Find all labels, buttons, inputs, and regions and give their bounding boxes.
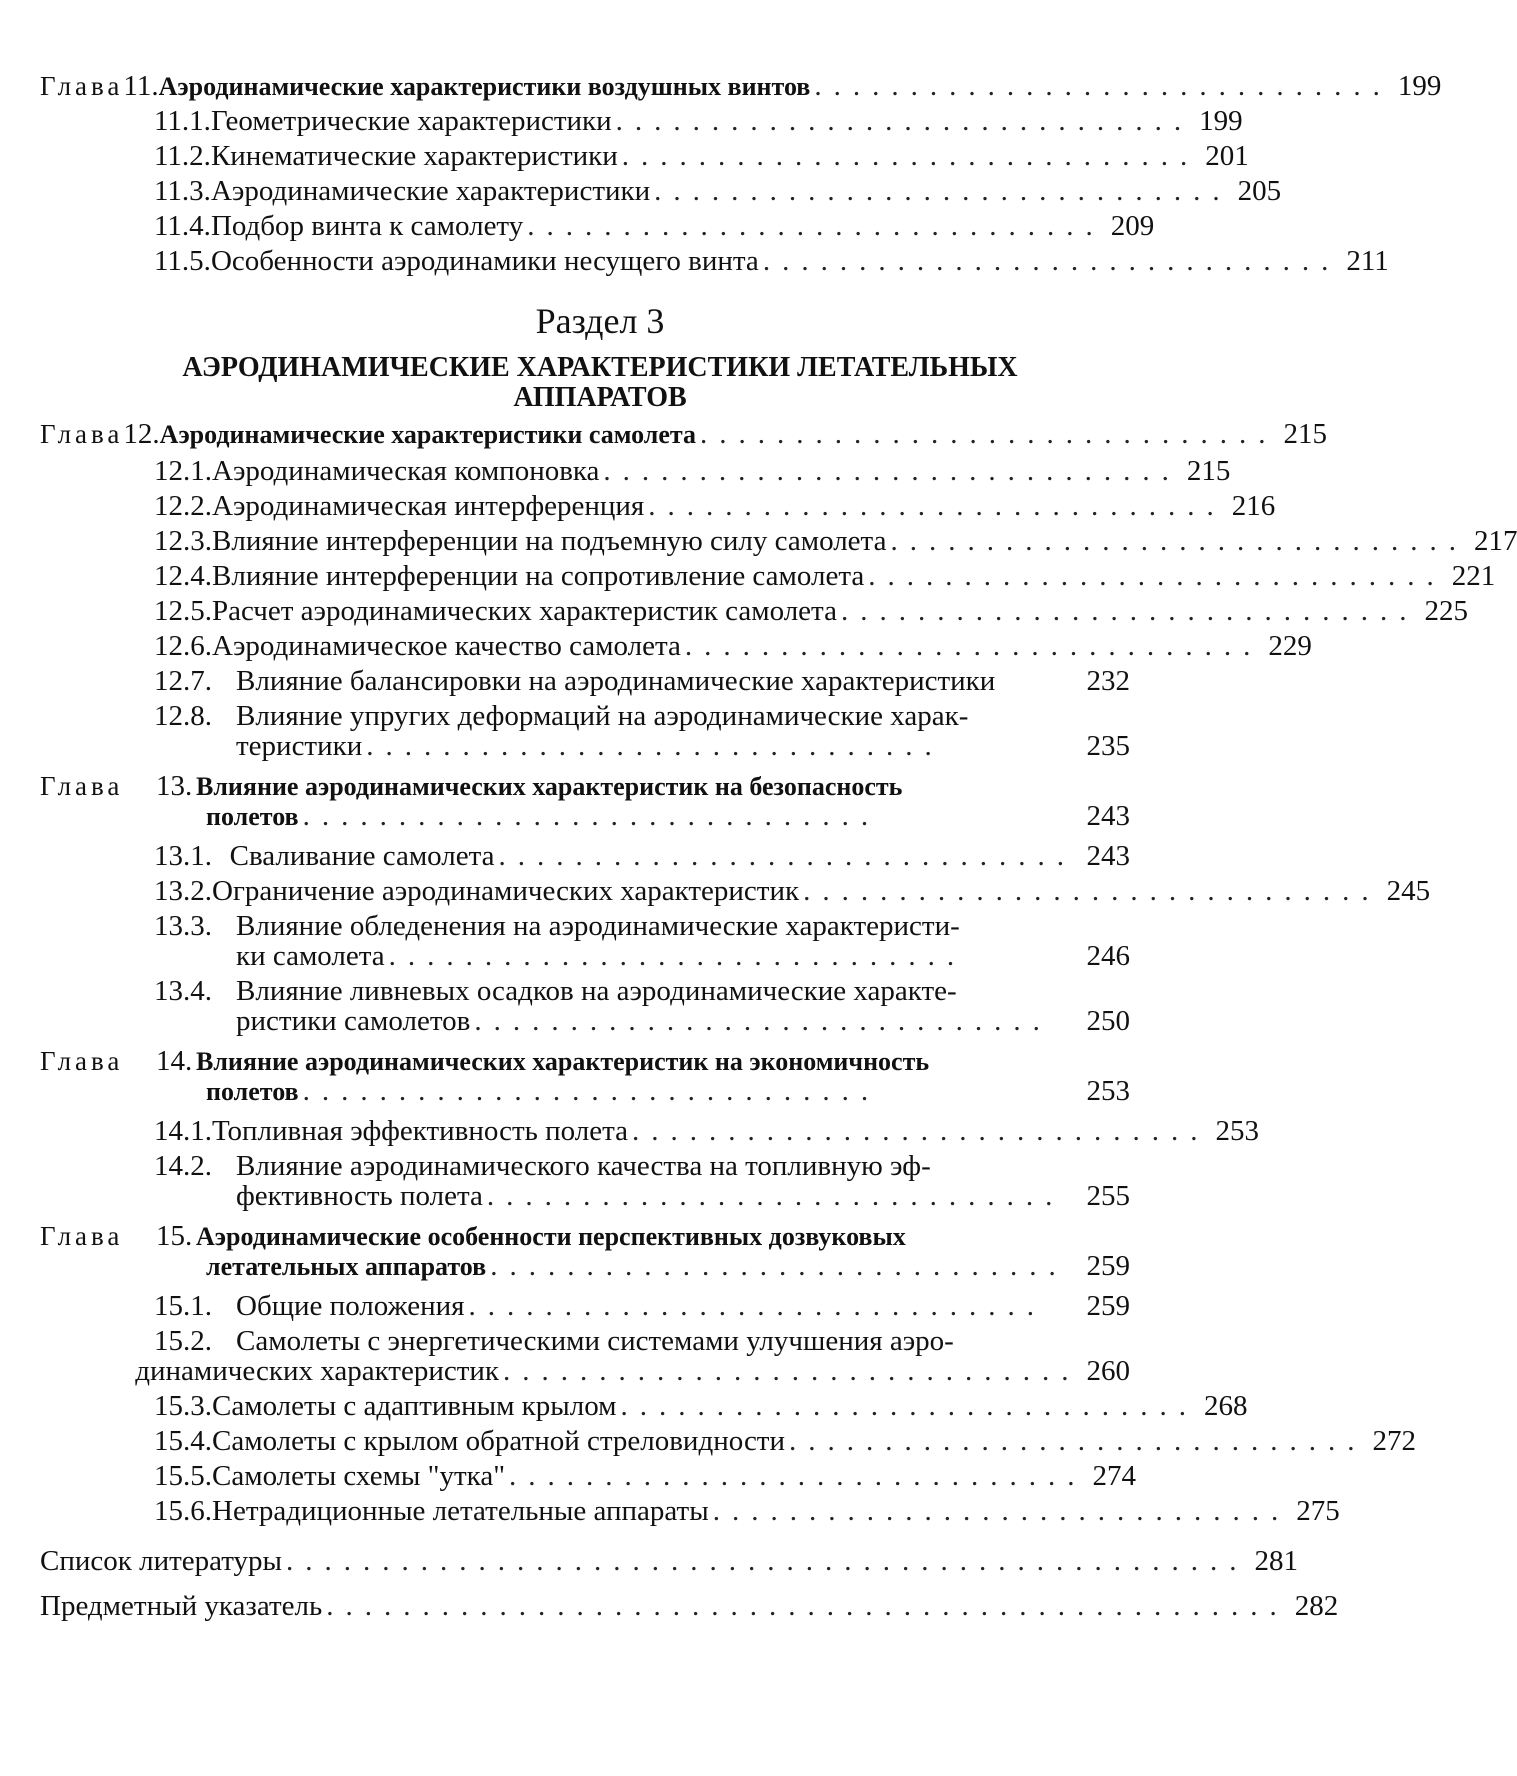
section-12-1-entry[interactable]	[40, 455, 1231, 488]
dot-leader: ..............................	[388, 940, 967, 972]
section-14-2-line-1[interactable]	[154, 1150, 931, 1183]
page-number: 243	[1086, 840, 1130, 872]
section-15-1-entry[interactable]	[40, 1290, 1130, 1323]
chapter-title: Аэродинамические характеристики самолета	[159, 420, 696, 449]
section-number: 12.2.	[154, 490, 212, 522]
dot-leader: ..............................	[498, 840, 1077, 872]
section-title: Аэродинамическая компоновка	[212, 455, 600, 487]
page-number: 235	[1086, 730, 1130, 762]
section-title: Самолеты схемы "утка"	[212, 1460, 506, 1492]
dot-leader: ..............................	[603, 455, 1181, 487]
page-number: 275	[1296, 1495, 1340, 1527]
section-number: 12.1.	[154, 455, 212, 487]
dot-leader: ..............................	[302, 1075, 881, 1107]
literature-title: Список литературы	[40, 1545, 283, 1577]
page-number: 199	[1199, 105, 1243, 137]
page-number: 199	[1397, 70, 1442, 102]
section-number: 12.4.	[154, 560, 212, 592]
section-number: 14.2.	[154, 1150, 212, 1182]
page-number: 281	[1254, 1545, 1299, 1577]
chapter-title-line-2: полетов	[206, 1077, 299, 1106]
page-number: 259	[1086, 1250, 1130, 1282]
section-13-4-line-1[interactable]	[154, 975, 957, 1008]
section-title: Нетрадиционные летательные аппараты	[212, 1495, 709, 1527]
section-number: 12.3.	[154, 525, 212, 557]
section-title: Влияние интерференции на сопротивление самолета	[212, 560, 865, 592]
dot-leader: ..............................	[654, 175, 1232, 207]
section-title: Ограничение аэродинамических характеристик	[212, 875, 800, 907]
page-number: 253	[1215, 1115, 1260, 1147]
section-13-3-line-1[interactable]	[154, 910, 960, 943]
chapter-title-line-1: Аэродинамические особенности перспективных дозвуковых	[196, 1222, 906, 1251]
section-number: 15.4.	[154, 1425, 212, 1457]
section-title: Геометрические характеристики	[210, 105, 612, 137]
chapter-14-line-2[interactable]	[40, 1075, 1130, 1108]
page-number: 253	[1086, 1075, 1130, 1107]
section-number: 15.1.	[154, 1290, 212, 1322]
chapter-title-line-2: летательных аппаратов	[206, 1252, 487, 1281]
page-number: 246	[1086, 940, 1130, 972]
part-heading-line-1: АЭРОДИНАМИЧЕСКИЕ ХАРАКТЕРИСТИКИ ЛЕТАТЕЛЬНЫХ	[182, 352, 1018, 383]
page-number: 282	[1294, 1590, 1339, 1622]
section-number: 11.3.	[154, 175, 211, 207]
section-11-5-entry[interactable]	[40, 245, 1389, 278]
dot-leader: ..............................	[712, 1495, 1291, 1527]
dot-leader: ..............................	[840, 595, 1419, 627]
section-title: Сваливание самолета	[229, 840, 495, 872]
section-number: 15.5.	[154, 1460, 212, 1492]
section-number: 11.2.	[154, 140, 211, 172]
section-13-3-line-2[interactable]	[40, 940, 1130, 973]
chapter-word: Глава	[40, 1221, 124, 1251]
chapter-13-line-1[interactable]	[40, 770, 902, 803]
section-number: 12.5.	[154, 595, 212, 627]
page-number: 211	[1346, 245, 1389, 277]
section-number: 15.6.	[154, 1495, 212, 1527]
dot-leader: ..............................	[509, 1460, 1087, 1492]
dot-leader: ..............................	[527, 210, 1105, 242]
page-number: 245	[1386, 875, 1431, 907]
dot-leader: ..............................	[632, 1115, 1210, 1147]
section-15-5-entry[interactable]	[40, 1460, 1137, 1493]
dot-leader: ..............................	[762, 245, 1341, 277]
part-heading	[100, 353, 1100, 413]
chapter-title-line-1: Влияние аэродинамических характеристик на безопасность	[196, 772, 903, 801]
section-title: Аэродинамические характеристики	[210, 175, 651, 207]
chapter-number: 14.	[156, 1045, 193, 1077]
section-12-3-entry[interactable]	[40, 525, 1517, 558]
section-number: 15.2.	[154, 1325, 212, 1357]
page-number: 201	[1205, 140, 1249, 172]
chapter-title: Аэродинамические характеристики воздушных винтов	[158, 72, 811, 101]
dot-leader: ..............................	[620, 1390, 1199, 1422]
section-number: 11.4.	[154, 210, 211, 242]
dot-leader: ..............................	[803, 875, 1381, 907]
section-12-8-line-1[interactable]	[154, 700, 968, 733]
section-12-2-entry[interactable]	[40, 490, 1276, 523]
section-number: 13.2.	[154, 875, 212, 907]
chapter-number: 13.	[156, 770, 193, 802]
dot-leader: ..............................	[615, 105, 1194, 137]
dot-leader: ..............................	[814, 70, 1392, 102]
section-title-line-1: Влияние аэродинамического качества на топливную эф-	[236, 1150, 931, 1182]
page-number: 205	[1237, 175, 1282, 207]
page-number: 260	[1086, 1355, 1130, 1387]
section-12-6-entry[interactable]	[40, 630, 1312, 663]
section-title: Общие положения	[236, 1290, 465, 1322]
dot-leader: ..............................	[699, 418, 1278, 450]
section-number: 13.4.	[154, 975, 212, 1007]
page-number: 221	[1451, 560, 1496, 592]
dot-leader: ..............................	[486, 1180, 1065, 1212]
section-title: Расчет аэродинамических характеристик самолета	[212, 595, 837, 627]
section-title-line-2: ки самолета	[236, 940, 385, 972]
section-14-2-line-2[interactable]	[40, 1180, 1130, 1213]
section-title: Топливная эффективность полета	[212, 1115, 629, 1147]
section-11-3-entry[interactable]	[40, 175, 1282, 208]
page-number: 217	[1473, 525, 1517, 557]
dot-leader: ..................................................	[286, 1545, 1249, 1577]
section-title-line-2: фективность полета	[236, 1180, 483, 1212]
section-11-4-entry[interactable]	[40, 210, 1155, 243]
page-number: 229	[1268, 630, 1312, 662]
page-number: 232	[1086, 665, 1130, 697]
dot-leader: ..............................	[684, 630, 1263, 662]
page-number: 209	[1110, 210, 1155, 242]
section-title-line-2: ристики самолетов	[236, 1005, 471, 1037]
part-heading-line-2: АППАРАТОВ	[513, 382, 687, 413]
page-number: 268	[1204, 1390, 1248, 1422]
section-title: Особенности аэродинамики несущего винта	[210, 245, 759, 277]
section-number: 12.6.	[154, 630, 212, 662]
chapter-word: Глава	[40, 71, 124, 101]
index-entry[interactable]	[40, 1590, 1339, 1623]
chapter-11-entry[interactable]	[40, 70, 1442, 103]
page-number: 259	[1086, 1290, 1130, 1322]
section-title: Аэродинамическое качество самолета	[212, 630, 681, 662]
chapter-word: Глава	[40, 419, 124, 449]
section-15-6-entry[interactable]	[40, 1495, 1340, 1528]
section-12-4-entry[interactable]	[40, 560, 1496, 593]
section-title-line-2: динамических характеристик	[135, 1355, 499, 1387]
chapter-15-line-2[interactable]	[40, 1250, 1130, 1283]
page-number: 225	[1424, 595, 1468, 627]
chapter-number: 12.	[123, 418, 160, 450]
section-title-line-2: теристики	[236, 730, 363, 762]
dot-leader: ..................................................	[326, 1590, 1289, 1622]
dot-leader: ..............................	[302, 800, 881, 832]
section-15-2-line-2[interactable]	[40, 1355, 1130, 1388]
section-13-4-line-2[interactable]	[40, 1005, 1130, 1038]
page-number: 215	[1186, 455, 1231, 487]
dot-leader: ..............................	[366, 730, 944, 762]
dot-leader: ..............................	[474, 1005, 1052, 1037]
literature-entry[interactable]	[40, 1545, 1299, 1578]
section-11-2-entry[interactable]	[40, 140, 1249, 173]
section-title-line-1: Влияние упругих деформаций на аэродинамические харак-	[236, 700, 969, 732]
page-number: 272	[1372, 1425, 1417, 1457]
chapter-14-line-1[interactable]	[40, 1045, 929, 1078]
section-11-1-entry[interactable]	[40, 105, 1243, 138]
section-13-1-entry[interactable]	[40, 840, 1130, 873]
chapter-word: Глава	[40, 1046, 124, 1076]
page-number: 215	[1283, 418, 1327, 450]
dot-leader: ..............................	[490, 1250, 1068, 1282]
section-title-line-1: Влияние ливневых осадков на аэродинамические характе-	[236, 975, 957, 1007]
section-13-2-entry[interactable]	[40, 875, 1431, 908]
section-12-5-entry[interactable]	[40, 595, 1468, 628]
section-title: Аэродинамическая интерференция	[212, 490, 645, 522]
chapter-12-entry[interactable]	[40, 418, 1327, 451]
chapter-number: 15.	[156, 1220, 193, 1252]
dot-leader: ..............................	[468, 1290, 1046, 1322]
section-14-1-entry[interactable]	[40, 1115, 1260, 1148]
page-number: 216	[1231, 490, 1276, 522]
dot-leader: ..............................	[648, 490, 1226, 522]
chapter-number: 11.	[123, 70, 159, 102]
section-title-line-1: Самолеты с энергетическими системами улучшения аэро-	[236, 1325, 954, 1357]
dot-leader: ..............................	[503, 1355, 1081, 1387]
page-number: 250	[1086, 1005, 1130, 1037]
section-title: Самолеты с адаптивным крылом	[212, 1390, 617, 1422]
chapter-13-line-2[interactable]	[40, 800, 1130, 833]
section-number: 14.1.	[154, 1115, 212, 1147]
section-number: 15.3.	[154, 1390, 212, 1422]
part-label: Раздел 3	[535, 301, 665, 341]
index-title: Предметный указатель	[40, 1590, 323, 1622]
section-15-4-entry[interactable]	[40, 1425, 1417, 1458]
dot-leader: ..............................	[621, 140, 1200, 172]
dot-leader: ..............................	[789, 1425, 1367, 1457]
section-title: Влияние интерференции на подъемную силу самолета	[212, 525, 887, 557]
section-title: Самолеты с крылом обратной стреловидности	[212, 1425, 786, 1457]
section-12-7-entry[interactable]	[40, 665, 1130, 698]
section-title: Влияние балансировки на аэродинамические характеристики	[236, 665, 996, 697]
section-12-8-line-2[interactable]	[40, 730, 1130, 763]
page-number: 243	[1086, 800, 1130, 832]
section-15-2-line-1[interactable]	[154, 1325, 954, 1358]
dot-leader: ..............................	[890, 525, 1468, 557]
section-title: Подбор винта к самолету	[210, 210, 524, 242]
section-number: 13.1.	[154, 840, 212, 872]
chapter-title-line-2: полетов	[206, 802, 299, 831]
section-15-3-entry[interactable]	[40, 1390, 1248, 1423]
section-title-line-1: Влияние обледенения на аэродинамические характеристи-	[236, 910, 960, 942]
section-number: 13.3.	[154, 910, 212, 942]
chapter-word: Глава	[40, 771, 124, 801]
dot-leader: ..............................	[868, 560, 1446, 592]
page-number: 255	[1086, 1180, 1130, 1212]
section-number: 12.7.	[154, 665, 212, 697]
page-number: 274	[1092, 1460, 1137, 1492]
section-title: Кинематические характеристики	[210, 140, 618, 172]
section-number: 11.1.	[154, 105, 211, 137]
section-number: 12.8.	[154, 700, 212, 732]
chapter-title-line-1: Влияние аэродинамических характеристик на экономичность	[196, 1047, 930, 1076]
section-number: 11.5.	[154, 245, 211, 277]
chapter-15-line-1[interactable]	[40, 1220, 906, 1253]
